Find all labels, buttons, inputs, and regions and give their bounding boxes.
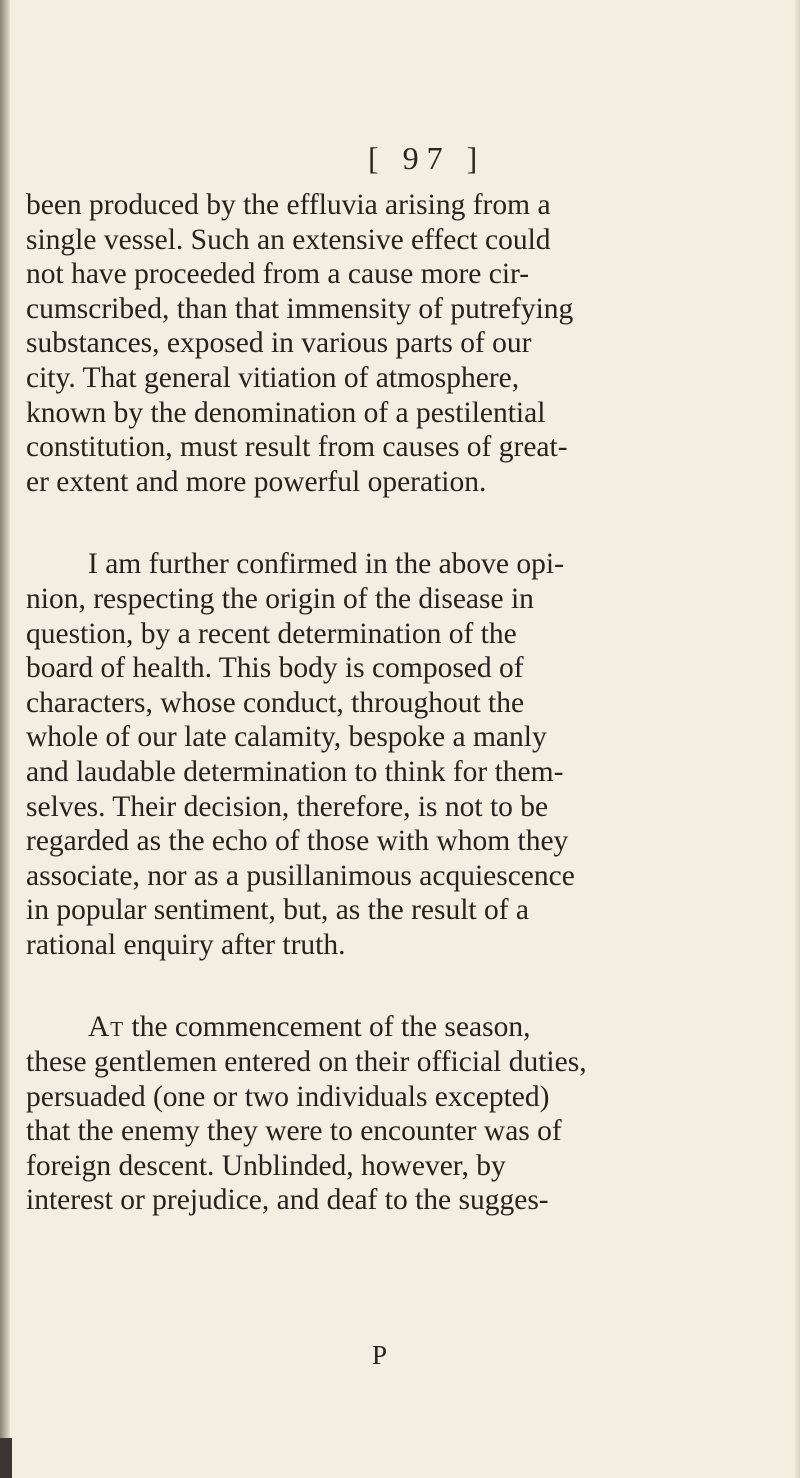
paragraph-spacer (26, 962, 782, 1010)
text-line: and laudable determination to think for them- (26, 755, 564, 788)
text-line: foreign descent. Unblinded, however, by (26, 1149, 506, 1182)
text-line: rational enquiry after truth. (26, 928, 346, 961)
text-line: regarded as the echo of those with whom they (26, 825, 569, 858)
text-line: single vessel. Such an extensive effect could (26, 223, 551, 256)
text-line: er extent and more powerful operation. (26, 465, 487, 498)
text-line: associate, nor as a pusillanimous acquiescence (26, 859, 575, 892)
book-gutter-shadow (0, 0, 10, 1478)
text-line: these gentlemen entered on their official duties, (26, 1046, 587, 1079)
text-line: in popular sentiment, but, as the result of a (26, 894, 530, 927)
paragraph-3 (26, 1010, 782, 1218)
text-line: known by the denomination of a pestilential (26, 396, 546, 429)
text-line: interest or prejudice, and deaf to the sugges- (26, 1184, 549, 1217)
text-line: selves. Their decision, therefore, is not to be (26, 790, 549, 823)
text-line: persuaded (one or two individuals excepted) (26, 1080, 550, 1113)
page-number: [ 97 ] (368, 140, 486, 176)
text-line: question, by a recent determination of the (26, 617, 517, 650)
text-line: been produced by the effluvia arising from a (26, 189, 551, 221)
text-line: whole of our late calamity, bespoke a manly (26, 721, 547, 754)
small-caps-opening-word: At (88, 1011, 125, 1044)
paragraph-1 (26, 188, 782, 499)
signature-mark: P (372, 1340, 388, 1370)
text-line: nion, respecting the origin of the disease in (26, 582, 534, 615)
text-line: substances, exposed in various parts of our (26, 327, 532, 360)
text-line: I am further confirmed in the above opi- (88, 548, 564, 581)
text-line (26, 1010, 782, 1045)
body-text (26, 188, 782, 1218)
text-line-rest: the commencement of the season, (124, 1011, 531, 1044)
page-edge (794, 0, 800, 1478)
paragraph-2 (26, 547, 782, 962)
text-line: city. That general vitiation of atmosphere, (26, 361, 520, 394)
binding-mark (0, 1438, 12, 1478)
text-line: not have proceeded from a cause more cir- (26, 258, 530, 291)
text-line: constitution, must result from causes of great- (26, 431, 568, 464)
paragraph-spacer (26, 499, 782, 547)
text-line: that the enemy they were to encounter was of (26, 1115, 562, 1148)
text-line: board of health. This body is composed of (26, 652, 524, 685)
text-line: characters, whose conduct, throughout the (26, 686, 525, 719)
text-line: cumscribed, than that immensity of putrefying (26, 292, 574, 325)
